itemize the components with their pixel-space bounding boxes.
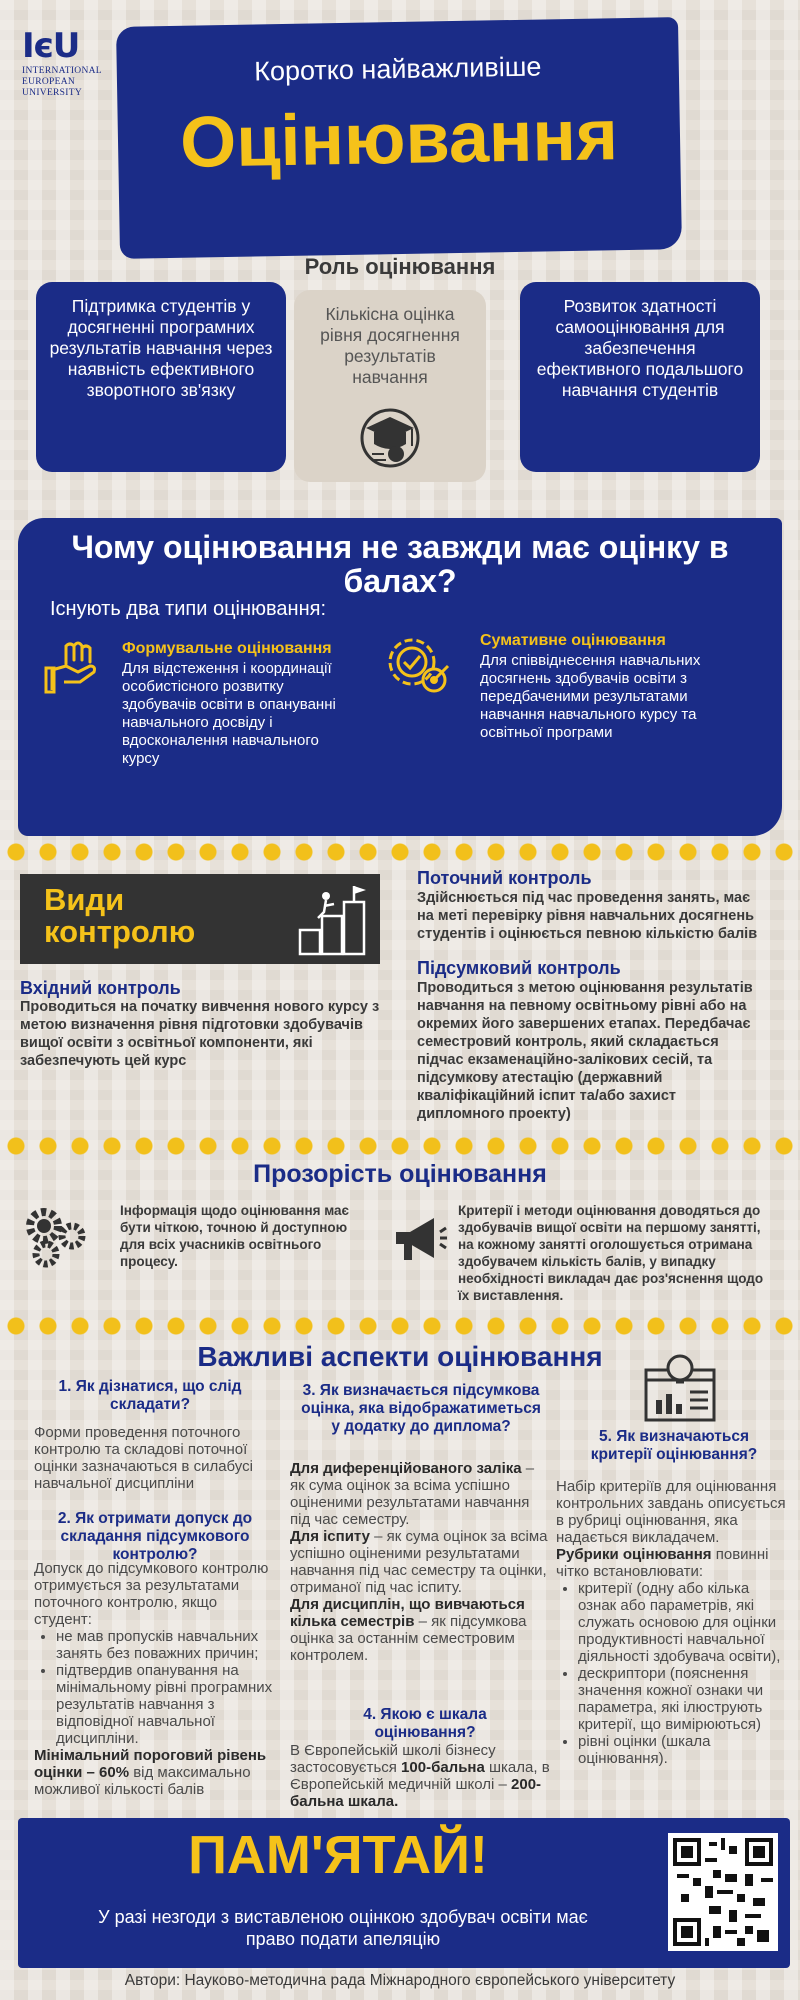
university-logo bbox=[22, 26, 122, 99]
role-card-support-text: Підтримка студентів у досягненні програмних результатів навчання через наявність ефективного зворотного зв'язку bbox=[49, 296, 273, 400]
footer-authors: Автори: Науково-методична рада Міжнародного європейського університету bbox=[124, 1972, 676, 1989]
aspect-a3-text-1: – як сума оцінок за всіма успішно оціненими результатами навчання під час семестру. bbox=[290, 1460, 535, 1528]
current-control-title: Поточний контроль bbox=[417, 868, 592, 888]
aspect-a2-list bbox=[56, 1628, 276, 1747]
logo-line-3: UNIVERSITY bbox=[22, 88, 82, 98]
aspect-a3-text-2: – як сума оцінок за всіма успішно оціненими результатами навчання під час семестру та оцінки, отриманої під час іспиту. bbox=[290, 1528, 548, 1596]
aspect-a2-threshold-bold: Мінімальний пороговий рівень оцінки – 60% bbox=[34, 1747, 267, 1781]
transparency-right-text: Критерії і методи оцінювання доводяться до здобувачів вищої освіти на першому занятті, на кожному занятті оголошується отримана здобувачем кількість балів, у випадку необхідності викладач дає роз'яснення щодо їх виставлення. bbox=[458, 1203, 764, 1303]
aspect-a5-intro: Набір критеріїв для оцінювання контрольних завдань описується в рубриці оцінювання, яка надається викладачем. bbox=[556, 1478, 786, 1546]
formative-title: Формувальне оцінювання bbox=[122, 640, 332, 657]
aspect-q2: 2. Як отримати допуск до складання підсумкового контролю? bbox=[57, 1510, 253, 1563]
target-gear-icon bbox=[380, 630, 452, 702]
logo-line-2: EUROPEAN bbox=[22, 77, 76, 87]
why-section bbox=[18, 518, 782, 836]
aspect-a2-threshold bbox=[34, 1747, 276, 1798]
kinds-of-control-banner bbox=[20, 874, 380, 964]
logo-line-1: INTERNATIONAL bbox=[22, 66, 102, 76]
qr-code[interactable] bbox=[668, 1833, 778, 1951]
aspect-a3-bold-1: Для диференційованого заліка bbox=[290, 1460, 522, 1477]
summative-title: Сумативне оцінювання bbox=[480, 632, 666, 649]
aspect-a2-item-1: • не мав пропусків навчальних занять без поважних причин; bbox=[56, 1628, 276, 1662]
logo-mark: ІєU bbox=[22, 26, 80, 66]
entry-control-title: Вхідний контроль bbox=[20, 978, 181, 998]
aspect-a2 bbox=[34, 1560, 276, 1798]
aspect-a3-bold-2: Для іспиту bbox=[290, 1528, 370, 1545]
aspect-a5-item-2: • дескриптори (пояснення значення кожної ознаки чи параметра, які ілюструють критерії, що вимірюються) bbox=[578, 1665, 790, 1733]
aspect-a3 bbox=[290, 1460, 552, 1664]
hero-subtitle: Коротко найважливіше bbox=[253, 51, 542, 87]
graduation-cap-icon bbox=[350, 402, 430, 472]
aspect-a3-part-3 bbox=[290, 1596, 552, 1664]
aspect-a5 bbox=[556, 1478, 790, 1767]
aspect-a5-item-1: • критерії (одну або кілька ознак або параметрів, які служать основою для оцінки продуктивності навчальної діяльності здобувача освіти), bbox=[578, 1580, 790, 1665]
current-control-text: Здійснюється під час проведення занять, має на меті перевірку рівня навчальних досягнень студентів і оцінюється певною кількістю балів bbox=[417, 890, 758, 942]
kinds-title-line-2: контролю bbox=[44, 914, 196, 949]
remember-title: ПАМ'ЯТАЙ! bbox=[188, 1825, 488, 1885]
stairs-flag-icon bbox=[296, 884, 370, 956]
aspect-a2-threshold-tail: від максимально можливої кількості балів bbox=[34, 1764, 251, 1798]
aspect-a4-text-2: шкала, в Європейській медичній школі – bbox=[290, 1759, 550, 1793]
kinds-title-line-1: Види bbox=[44, 882, 125, 917]
dotted-divider-3 bbox=[0, 1316, 800, 1336]
aspect-a3-bold-3: Для дисциплін, що вивчаються кілька семестрів bbox=[290, 1596, 525, 1630]
gears-icon bbox=[22, 1206, 92, 1268]
aspect-a3-part-2 bbox=[290, 1528, 552, 1596]
aspect-a5-rubrics bbox=[556, 1546, 790, 1580]
aspect-a3-part-1 bbox=[290, 1460, 552, 1528]
aspect-a5-bold: Рубрики оцінювання bbox=[556, 1546, 712, 1563]
aspect-a2-item-2: • підтвердив опанування на мінімальному рівні програмних результатів навчання з відповідної навчальної дисципліни. bbox=[56, 1662, 276, 1747]
aspect-a1: Форми проведення поточного контролю та складові поточної оцінки зазначаються в силабусі навчальної дисципліни bbox=[34, 1424, 253, 1492]
aspect-a4-text-1: В Європейській школі бізнесу застосовується bbox=[290, 1742, 496, 1776]
role-card-self-assessment bbox=[520, 282, 760, 472]
final-control-title: Підсумковий контроль bbox=[417, 958, 621, 978]
aspect-a2-intro: Допуск до підсумкового контролю отримується за результатами поточного контролю, якщо студент: bbox=[34, 1560, 269, 1628]
aspect-a5-tail: повинні чітко встановлювати: bbox=[556, 1546, 769, 1580]
aspect-a5-list bbox=[578, 1580, 790, 1767]
megaphone-icon bbox=[388, 1208, 448, 1268]
aspect-a5-item-3: • рівні оцінки (шкала оцінювання). bbox=[578, 1733, 790, 1767]
transparency-left-text: Інформація щодо оцінювання має бути чіткою, точною й доступною для всіх учасників освітнього процесу. bbox=[120, 1203, 350, 1269]
aspects-title: Важливі аспекти оцінювання bbox=[197, 1341, 603, 1372]
role-card-quantitative-text: Кількісна оцінка рівня досягнення результатів навчання bbox=[320, 304, 460, 387]
helping-hand-icon bbox=[44, 636, 106, 698]
transparency-title: Прозорість оцінювання bbox=[253, 1160, 547, 1188]
why-lead: Існують два типи оцінювання: bbox=[50, 598, 327, 620]
role-card-self-assessment-text: Розвиток здатності самооцінювання для забезпечення ефективного подальшого навчання студентів bbox=[536, 296, 744, 400]
aspect-q3: 3. Як визначається підсумкова оцінка, яка відображатиметься у додатку до диплома? bbox=[301, 1382, 541, 1435]
dotted-divider-2 bbox=[0, 1136, 800, 1156]
aspect-q5: 5. Як визначаються критерії оцінювання? bbox=[590, 1428, 758, 1463]
role-card-quantitative bbox=[294, 290, 486, 482]
aspect-q1: 1. Як дізнатися, що слід складати? bbox=[58, 1378, 242, 1413]
summative-text: Для співвіднесення навчальних досягнень здобувачів освіти з передбаченими результатами навчання навчального курсу та освітньої програми bbox=[480, 652, 701, 741]
why-title: Чому оцінювання не завжди має оцінку в балах? bbox=[71, 529, 729, 599]
entry-control-text: Проводиться на початку вивчення нового курсу з метою визначення рівня підготовки здобувачів вищої освіти з освітньої компоненти, які забезпечують цей курс bbox=[20, 999, 380, 1069]
remember-text: У разі незгоди з виставленою оцінкою здобувач освіти має право подати апеляцію bbox=[98, 1907, 588, 1949]
hero-title: Оцінювання bbox=[179, 95, 619, 183]
role-section-title: Роль оцінювання bbox=[304, 254, 496, 279]
aspect-a4-bold-2: 200-бальна шкала. bbox=[290, 1776, 542, 1810]
kinds-title bbox=[44, 884, 195, 948]
aspect-a4 bbox=[290, 1742, 552, 1810]
aspect-q4: 4. Якою є шкала оцінювання? bbox=[363, 1706, 487, 1741]
final-control-text: Проводиться з метою оцінювання результатів навчання на певному освітньому рівні або на окремих його завершених етапах. Передбачає семестровий контроль, який складається підчас екзаменаційно-залікових сесій, та підсумкову атестацію (державний кваліфікаційний іспит та/або захист дипломного проекту) bbox=[417, 980, 753, 1122]
dotted-divider-1 bbox=[0, 842, 800, 862]
aspect-a4-bold-1: 100-бальна bbox=[401, 1759, 485, 1776]
role-card-support bbox=[36, 282, 286, 472]
report-lightbulb-icon bbox=[640, 1352, 720, 1424]
formative-text: Для відстеження і координації особистісного розвитку здобувачів освіти в опануванні навчального досвіду і вдосконалення навчального курсу bbox=[122, 660, 336, 767]
aspect-a3-text-3: – як підсумкова оцінка за останнім семестровим контролем. bbox=[290, 1613, 527, 1664]
hero-banner bbox=[116, 17, 682, 259]
